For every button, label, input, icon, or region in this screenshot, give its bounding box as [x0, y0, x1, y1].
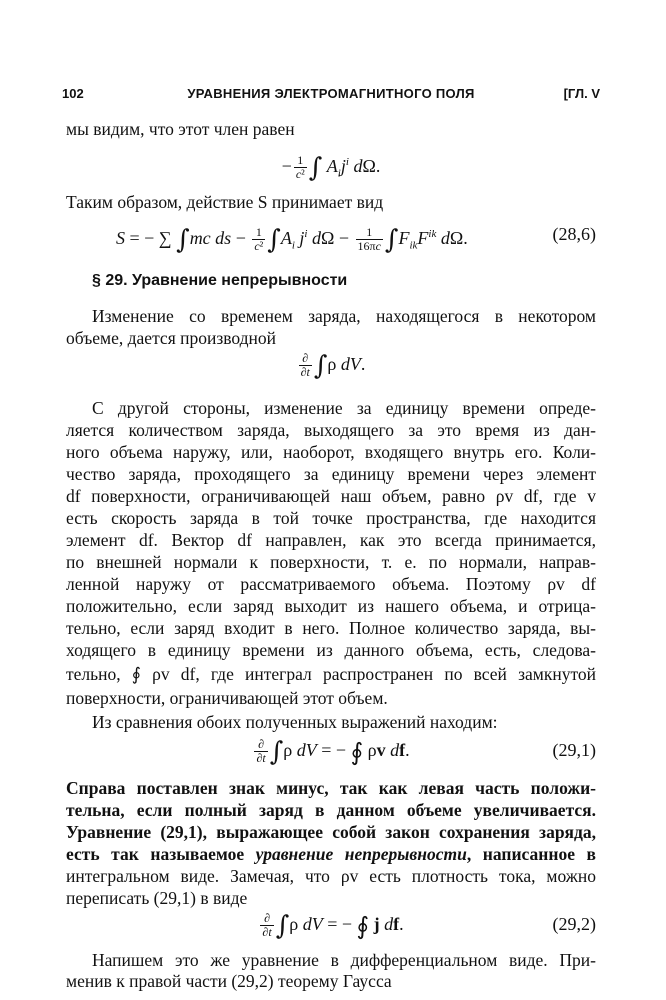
text-line: есть скорость заряда в той точке пространства, где находится	[66, 508, 596, 528]
text-line: элемент df. Вектор df направлен, как это всегда принимается,	[66, 530, 596, 550]
text-line: есть так называемое уравнение непрерывности, написанное в	[66, 844, 596, 864]
text-line: тельно, если заряд входит в него. Полное количество заряда, вы-	[66, 618, 596, 638]
running-title: УРАВНЕНИЯ ЭЛЕКТРОМАГНИТНОГО ПОЛЯ	[187, 86, 475, 101]
text-line: Справа поставлен знак минус, так как левая часть положи-	[66, 778, 596, 798]
section-heading: § 29. Уравнение непрерывности	[92, 272, 348, 289]
text-line: ленной наружу от рассматриваемого объема. Поэтому ρv df	[66, 574, 596, 594]
text-line: ходящего в единицу времени из данного объема, есть, следова-	[66, 640, 596, 660]
text-line: менив к правой части (29,2) теорему Гаусса	[66, 971, 392, 991]
equation-29-2: $\frac{\partial}{\partial t}$ ∫ρ dV = − ∮ j df. (29,2)	[262, 911, 596, 941]
text-line: ляется количеством заряда, выходящего за это время из дан-	[66, 420, 596, 440]
text-line: Из сравнения обоих полученных выражений находим:	[92, 712, 498, 732]
page-number: 102	[62, 86, 84, 101]
equation-29-1: $\frac{\partial}{\partial t}$ ∫ρ dV = − ∮ ρv df. (29,1)	[256, 737, 596, 767]
equation-member: − $\frac{1}{\text{c²}}$ ∫ $A_ij^i$ dΩ.	[281, 153, 381, 183]
text-line: поверхности, ограничивающей этот объем.	[66, 688, 388, 708]
text-line: ного объема наружу, или, наоборот, входящего внутрь его. Коли-	[66, 442, 596, 462]
text-line: С другой стороны, изменение за единицу времени опреде-	[92, 398, 596, 418]
equation-number: (28,6)	[552, 224, 596, 244]
text-line: объеме, дается производной	[66, 328, 277, 348]
text-line: по внешней нормали к поверхности, т. е. по нормали, направ-	[66, 552, 596, 572]
equation-28-6: S = − ∑ ∫mc ds − $\frac{1}{\text{c²}}$ $\int A_i$ $j^i$ dΩ − $\frac{1}{16\pi c}$ $\int F_{ik}F^{ik}$ dΩ. (28,6)	[116, 224, 596, 255]
equation-derivative: $\frac{\partial}{\partial t}$ ∫ρ dV.	[300, 351, 366, 381]
text-line: df поверхности, ограничивающей наш объем, равно ρv df, где v	[66, 486, 596, 506]
text-line: тельна, если полный заряд в данном объеме увеличивается.	[66, 800, 596, 820]
text-line: тельно, ∮ ρv df, где интеграл распространен по всей замкнутой	[66, 664, 596, 684]
chapter-label: [ГЛ. V	[563, 86, 600, 101]
text-line: положительно, если заряд выходит из нашего объема, и отрица-	[66, 596, 596, 616]
text-line: Напишем это же уравнение в дифференциальном виде. При-	[92, 950, 596, 970]
italic-term: уравнение непрерывности	[255, 844, 467, 864]
text-line: интегральном виде. Замечая, что ρv есть плотность тока, можно	[66, 866, 596, 886]
text-line: Уравнение (29,1), выражающее собой закон сохранения заряда,	[66, 822, 596, 842]
equation-number: (29,1)	[552, 740, 596, 760]
text-line: переписать (29,1) в виде	[66, 888, 248, 908]
equation-number: (29,2)	[552, 914, 596, 934]
text-line: чество заряда, проходящего за единицу времени через элемент	[66, 464, 596, 484]
text-line: мы видим, что этот член равен	[66, 119, 295, 139]
text-line: Таким образом, действие S принимает вид	[66, 192, 384, 212]
running-header	[62, 86, 600, 106]
text-line: Изменение со временем заряда, находящегося в некотором	[92, 306, 596, 326]
